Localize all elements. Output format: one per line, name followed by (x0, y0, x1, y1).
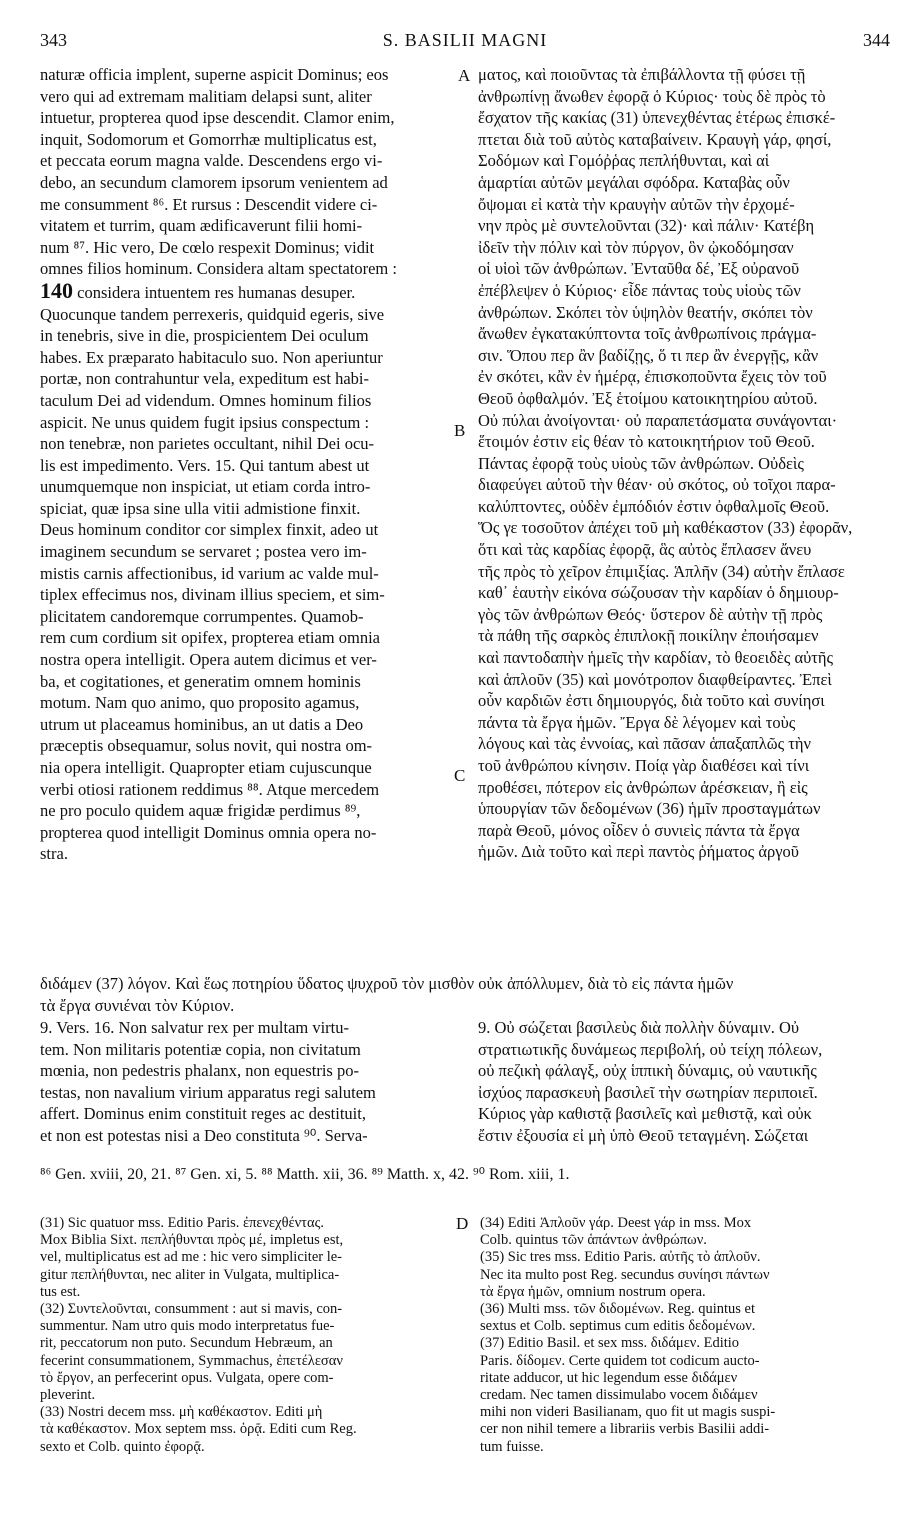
text-line: προθέσει, πότερον εἰς ἀνθρώπων ἀρέσκειαν, ἢ εἰς (478, 777, 808, 797)
text-line: Mox Biblia Sixt. πεπλήθυνται πρὸς μέ, impletus est, (40, 1232, 344, 1249)
text-line: πάντα τὰ ἔργα ἡμῶν. Ἔργα δὲ λέγομεν καὶ τοὺς (478, 712, 796, 732)
text-line: nostra opera intelligit. Opera autem dicimus et ver- (40, 650, 377, 670)
footnotes-left (40, 1215, 460, 1456)
latin-column-bottom (40, 1017, 450, 1147)
text-line: καὶ παντοδαπὴν ἡμεῖς τὴν καρδίαν, τὸ θεοειδὲς αὐτῆς (478, 648, 834, 668)
text-line: gitur πεπλήθυνται, nec aliter in Vulgata, multiplica- (40, 1266, 340, 1283)
text-line: (35) Sic tres mss. Editio Paris. αὐτῆς τὸ ἁπλοῦν. (480, 1249, 761, 1266)
text-line: pleverint. (40, 1387, 96, 1404)
text-line: ματος, καὶ ποιοῦντας τὰ ἐπιβάλλοντα τῇ φύσει τῇ (478, 65, 806, 84)
text-line: habes. Ex præparato habitaculo suo. Non aperiuntur (40, 347, 383, 367)
text-line: ἄνωθεν ἐγκατακύπτοντα τοῖς ἀνθρωπίνοις πράγμα- (478, 324, 817, 344)
text-line: Colb. quintus τῶν ἁπάντων ἀνθρώπων. (480, 1232, 707, 1249)
text-line: (31) Sic quatuor mss. Editio Paris. ἐπενεχθέντας. (40, 1215, 324, 1231)
text-line: ne pro poculo quidem aquæ frigidæ perdimus ⁸⁹, (40, 801, 361, 821)
text-line: οὐ πεζικὴ φάλαγξ, οὐχ ἱππικὴ δύναμις, οὐ ναυτικῆς (478, 1061, 817, 1081)
text-line: τὰ πάθη τῆς σαρκὸς ἐπιπλοκῇ ποικίλην ἐποιήσαμεν (478, 626, 819, 646)
text-line: vitatem et turrim, quam ædificaverunt filii homi- (40, 216, 363, 236)
scripture-references: ⁸⁶ Gen. xviii, 20, 21. ⁸⁷ Gen. xi, 5. ⁸⁸ Matth. xii, 36. ⁸⁹ Matth. x, 42. ⁹⁰ Rom. xiii, 1. (40, 1166, 570, 1183)
text-line: Nec ita multo post Reg. secundus συνίησι πάντων (480, 1266, 770, 1283)
text-line: utrum ut placeamus hominibus, an ut datis a Deo (40, 714, 364, 734)
text-line: Οὐ πύλαι ἀνοίγονται· οὐ παραπετάσματα συνάγονται· (478, 410, 838, 430)
text-line: παρὰ Θεοῦ, μόνος οἶδεν ὁ συνιεὶς πάντα τὰ ἔργα (478, 820, 800, 840)
text-line: Θεοῦ ὀφθαλμόν. Ἐξ ἑτοίμου κατοικητηρίου αὐτοῦ. (478, 388, 818, 408)
running-header (40, 30, 890, 54)
text-line: debo, an secundum clamorem ipsorum venientem ad (40, 172, 388, 192)
text-line: ἔστιν ἐξουσία εἰ μὴ ὑπὸ Θεοῦ τεταγμένη. Σώζεται (478, 1125, 809, 1145)
text-line: rit, peccatorum non puto. Secundum Hebræum, an (40, 1335, 333, 1352)
text-line: (37) Editio Basil. et sex mss. διδάμεν. Editio (480, 1335, 740, 1352)
text-line: tiplex effecimus nos, divinam illius speciem, et sim- (40, 585, 385, 605)
text-line: Πάντας ἐφορᾷ τοὺς υἱοὺς τῶν ἀνθρώπων. Οὐδεὶς (478, 453, 804, 473)
text-line: mœnia, non pedestris phalanx, non equestris po- (40, 1061, 359, 1081)
text-line: tem. Non militaris potentiæ copia, non civitatum (40, 1039, 361, 1059)
text-line: omnes filios hominum. Considera altam spectatorem : (40, 259, 397, 279)
text-line: (33) Nostri decem mss. μὴ καθέκαστον. Editi μὴ (40, 1404, 323, 1421)
text-line: fecerint consummationem, Symmachus, ἐπετέλεσαν (40, 1352, 343, 1369)
text-line: me consumment ⁸⁶. Et rursus : Descendit videre ci- (40, 194, 378, 214)
margin-letter-c: C (454, 766, 466, 785)
text-line: aspicit. Ne unus quidem fugit ipsius conspectum : (40, 412, 370, 432)
text-line: 9. Οὐ σώζεται βασιλεὺς διὰ πολλὴν δύναμιν. Οὐ (478, 1018, 800, 1037)
text-line: inquit, Sodomorum et Gomorrhæ multiplicatus est, (40, 129, 377, 149)
text-line: Ὅς γε τοσοῦτον ἀπέχει τοῦ μὴ καθέκαστον (33) ἐφορᾶν, (478, 518, 853, 538)
text-line: præceptis obsequamur, solus novit, qui nostra om- (40, 736, 373, 756)
text-line: Deus hominum conditor cor simplex finxit, adeo ut (40, 520, 379, 540)
running-title: S. BASILII MAGNI (382, 30, 548, 50)
text-line: ba, et cogitationes, et generatim omnem hominis (40, 671, 361, 691)
text-line: imaginem secundum se servaret ; postea vero im- (40, 542, 367, 562)
text-line: plicitatem candoremque corrumpentes. Quamob- (40, 606, 364, 626)
greek-column-bottom (478, 1017, 888, 1147)
text-line: in tenebris, sive in die, prospicientem Dei oculum (40, 326, 369, 346)
text-line: ἁμαρτίαι αὐτῶν μεγάλαι σφόδρα. Καταβὰς οὖν (478, 172, 790, 192)
text-line: credam. Nec tamen dissimulabo vocem διδάμεν (480, 1387, 758, 1404)
text-line: τοῦ ἀνθρώπου κίνησιν. Ποίᾳ γὰρ διαθέσει καὶ τίνι (478, 756, 810, 775)
text-line: ὑπουργίαν τῶν δεδομένων (36) ἡμῖν προσταγμάτων (478, 799, 821, 819)
text-line: τῆς πρὸς τὸ χεῖρον ἐπιμιξίας. Ἁπλῆν (34) αὐτὴν ἔπλασε (478, 561, 845, 581)
text-line: cer non nihil temere a librariis verbis Basilii addi- (480, 1421, 770, 1438)
text-line: nia opera intelligit. Quapropter etiam cujuscunque (40, 758, 372, 777)
text-line: Κύριος γὰρ καθιστᾷ βασιλεῖς καὶ μεθιστᾷ, καὶ οὐκ (478, 1104, 812, 1124)
text-line: verbi otiosi rationem reddimus ⁸⁸. Atque mercedem (40, 779, 380, 799)
text-line: non tenebræ, non parietes occultant, nihil Dei ocu- (40, 434, 375, 454)
text-line: καλύπτοντες, οὐδὲν ἐμπόδιόν ἐστιν ὀφθαλμοῖς Θεοῦ. (478, 496, 830, 516)
text-line: ἕτοιμόν ἐστιν εἰς θέαν τὸ κατοικητήριον τοῦ Θεοῦ. (478, 432, 815, 452)
text-line: Quocunque tandem perrexeris, quidquid egeris, sive (40, 304, 385, 324)
text-line: et non est potestas nisi a Deo constituta ⁹⁰. Serva- (40, 1125, 368, 1145)
text-line: mistis carnis affectionibus, id varium ac valde mul- (40, 563, 379, 583)
text-line: num ⁸⁷. Hic vero, De cœlo respexit Dominus; vidit (40, 237, 375, 257)
margin-letter-a: A (458, 66, 471, 85)
text-line: Paris. δίδομεν. Certe quidem tot codicum aucto- (480, 1352, 760, 1369)
text-line: spiciat, quæ ipsa sine ulla vitii admistione finxit. (40, 498, 361, 518)
margin-letter-b: B (454, 421, 466, 440)
text-line: Σοδόμων καὶ Γομόῤῥας πεπλήθυνται, καὶ αἱ (478, 151, 770, 171)
text-line: ἡμῶν. Διὰ τοῦτο καὶ περὶ παντὸς ῥήματος ἀργοῦ (478, 842, 799, 862)
text-line: τὸ ἔργον, an perfecerint opus. Vulgata, opere com- (40, 1369, 334, 1386)
text-line: summentur. Nam utro quis modo interpretatus fue- (40, 1318, 335, 1335)
latin-column-top (40, 64, 450, 865)
text-line: tus est. (40, 1283, 81, 1300)
text-line: mihi non videri Basilianam, quo fit ut magis suspi- (480, 1404, 776, 1421)
text-line: vel, multiplicatus est ad me : hic vero simpliciter le- (40, 1249, 343, 1266)
text-line: motum. Nam quo animo, quo proposito agamus, (40, 693, 360, 713)
text-line: τὰ ἔργα ἡμῶν, omnium nostrum opera. (480, 1283, 706, 1300)
margin-letter-d: D (456, 1214, 469, 1233)
text-line: διδάμεν (37) λόγον. Καὶ ἕως ποτηρίου ὕδατος ψυχροῦ τὸν μισθὸν οὐκ ἀπόλλυμεν, διὰ τὸ εἰς πάντα ἡμῶν (40, 974, 734, 993)
text-line: ὄψομαι εἰ κατὰ τὴν κραυγὴν αὐτῶν τὴν ἐρχομέ- (478, 194, 795, 214)
text-line: unumquemque non inspiciat, ut etiam corda intro- (40, 477, 371, 497)
text-line: propterea quod intelligit Dominus omnia opera no- (40, 822, 377, 842)
column-number: 140 (40, 279, 73, 303)
text-line: ritate adducor, ut hic legendum esse διδάμεν (480, 1369, 738, 1386)
text-line: sexto et Colb. quinto ἐφορᾷ. (40, 1438, 205, 1455)
text-line: naturæ officia implent, superne aspicit Dominus; eos (40, 65, 389, 84)
text-line: ἰσχύος παρασκευὴ βασιλεῖ τὴν σωτηρίαν περιποιεῖ. (478, 1082, 818, 1102)
left-page-number: 343 (40, 30, 67, 50)
text-line: τὰ καθέκαστον. Mox septem mss. ὁρᾷ. Editi cum Reg. (40, 1421, 357, 1438)
text-line: λόγους καὶ τὰς ἐννοίας, καὶ πᾶσαν ἁπαξαπλῶς τὴν (478, 734, 811, 754)
text-line: ἀνθρωπίνῃ ἄνωθεν ἐφορᾷ ὁ Κύριος· τοὺς δὲ πρὸς τὸ (478, 86, 826, 106)
text-line: σιν. Ὅπου περ ἂν βαδίζῃς, ὅ τι περ ἂν ἐνεργῇς, κἂν (478, 345, 819, 365)
greek-column-top (478, 64, 888, 863)
text-line: τὰ ἔργα συνιέναι τὸν Κύριον. (40, 995, 235, 1015)
text-line: rem cum cordium sit opifex, propterea etiam omnia (40, 628, 380, 648)
text-line: affert. Dominus enim constituit reges ac destituit, (40, 1104, 366, 1124)
right-page-number: 344 (863, 30, 890, 50)
text-line: (34) Editi Ἁπλοῦν γάρ. Deest γάρ in mss. Mox (480, 1215, 752, 1231)
text-line: sextus et Colb. septimus cum editis δεδομένων. (480, 1318, 756, 1335)
text-line: ἐν σκότει, κἂν ἐν ἡμέρᾳ, ἐπισκοποῦντα ἔχεις τὸν τοῦ (478, 367, 827, 387)
spanning-greek-text (40, 973, 890, 1016)
text-line: οἱ υἱοὶ τῶν ἀνθρώπων. Ἐνταῦθα δέ, Ἐξ οὐρανοῦ (478, 259, 800, 279)
text-line: vero qui ad extremam malitiam delapsi sunt, aliter (40, 86, 372, 106)
text-line: (36) Multi mss. τῶν διδομένων. Reg. quintus et (480, 1301, 755, 1318)
text-line: taculum Dei ad videndum. Omnes hominum filios (40, 390, 372, 410)
text-line: intuetur, propterea quod ipse descendit. Clamor enim, (40, 108, 395, 128)
text-line: νην πρὸς μὲ συντελοῦνται (32)· καὶ πάλιν· Κατέβη (478, 216, 815, 236)
text-line: στρατιωτικῆς δυνάμεως περιβολή, οὐ τείχη πόλεων, (478, 1039, 823, 1059)
text-line: (32) Συντελοῦνται, consumment : aut si mavis, con- (40, 1301, 343, 1318)
text-line: ἰδεῖν τὴν πόλιν καὶ τὸν πύργον, ὃν ᾠκοδόμησαν (478, 237, 794, 257)
text-line: ἐπέβλεψεν ὁ Κύριος· εἶδε πάντας τοὺς υἱοὺς τῶν (478, 280, 801, 300)
text-line: lis est impedimento. Vers. 15. Qui tantum abest ut (40, 455, 370, 475)
text-line: testas, non navalium virium apparatus regi salutem (40, 1082, 376, 1102)
text-line: et peccata eorum magna valde. Descendens ergo vi- (40, 151, 383, 171)
footnotes-right (480, 1215, 890, 1456)
text-line: πτεται διὰ τοῦ αὐτὸς καταβαίνειν. Κραυγὴ γάρ, φησί, (478, 129, 832, 149)
text-line: διαφεύγει αὐτοῦ τὴν θέαν· οὐ σκότος, οὐ τοῖχοι παρα- (478, 475, 836, 495)
text-line: ὅτι καὶ τὰς καρδίας ἐφορᾷ, ἃς αὐτὸς ἔπλασεν ἄνευ (478, 540, 812, 560)
text-line: 9. Vers. 16. Non salvatur rex per multam virtu- (40, 1018, 350, 1037)
text-line: tum fuisse. (480, 1438, 544, 1455)
text-line: οὖν καρδιῶν ἐστι δημιουργός, διὰ τοῦτο καὶ συνίησι (478, 691, 825, 711)
text-line: stra. (40, 844, 68, 864)
text-line: ἔσχατον τῆς κακίας (31) ὑπενεχθέντας ἑτέρως ἐπισκέ- (478, 108, 836, 128)
text-line: 140 considera intuentem res humanas desuper. (40, 279, 356, 303)
text-line: portæ, non contrahuntur vela, expeditum est habi- (40, 369, 370, 389)
text-line: καθ᾽ ἑαυτὴν εἰκόνα σώζουσαν τὴν καρδίαν ὁ δημιουρ- (478, 583, 839, 603)
text-line: γὸς τῶν ἀνθρώπων Θεός· ὕστερον δὲ αὐτὴν τῇ πρὸς (478, 604, 823, 624)
text-line: ἀνθρώπων. Σκόπει τὸν ὑψηλὸν θεατήν, σκόπει τὸν (478, 302, 813, 322)
text-line: καὶ ἁπλοῦν (35) καὶ μονότροπον διαφθείραντες. Ἐπεὶ (478, 669, 832, 689)
